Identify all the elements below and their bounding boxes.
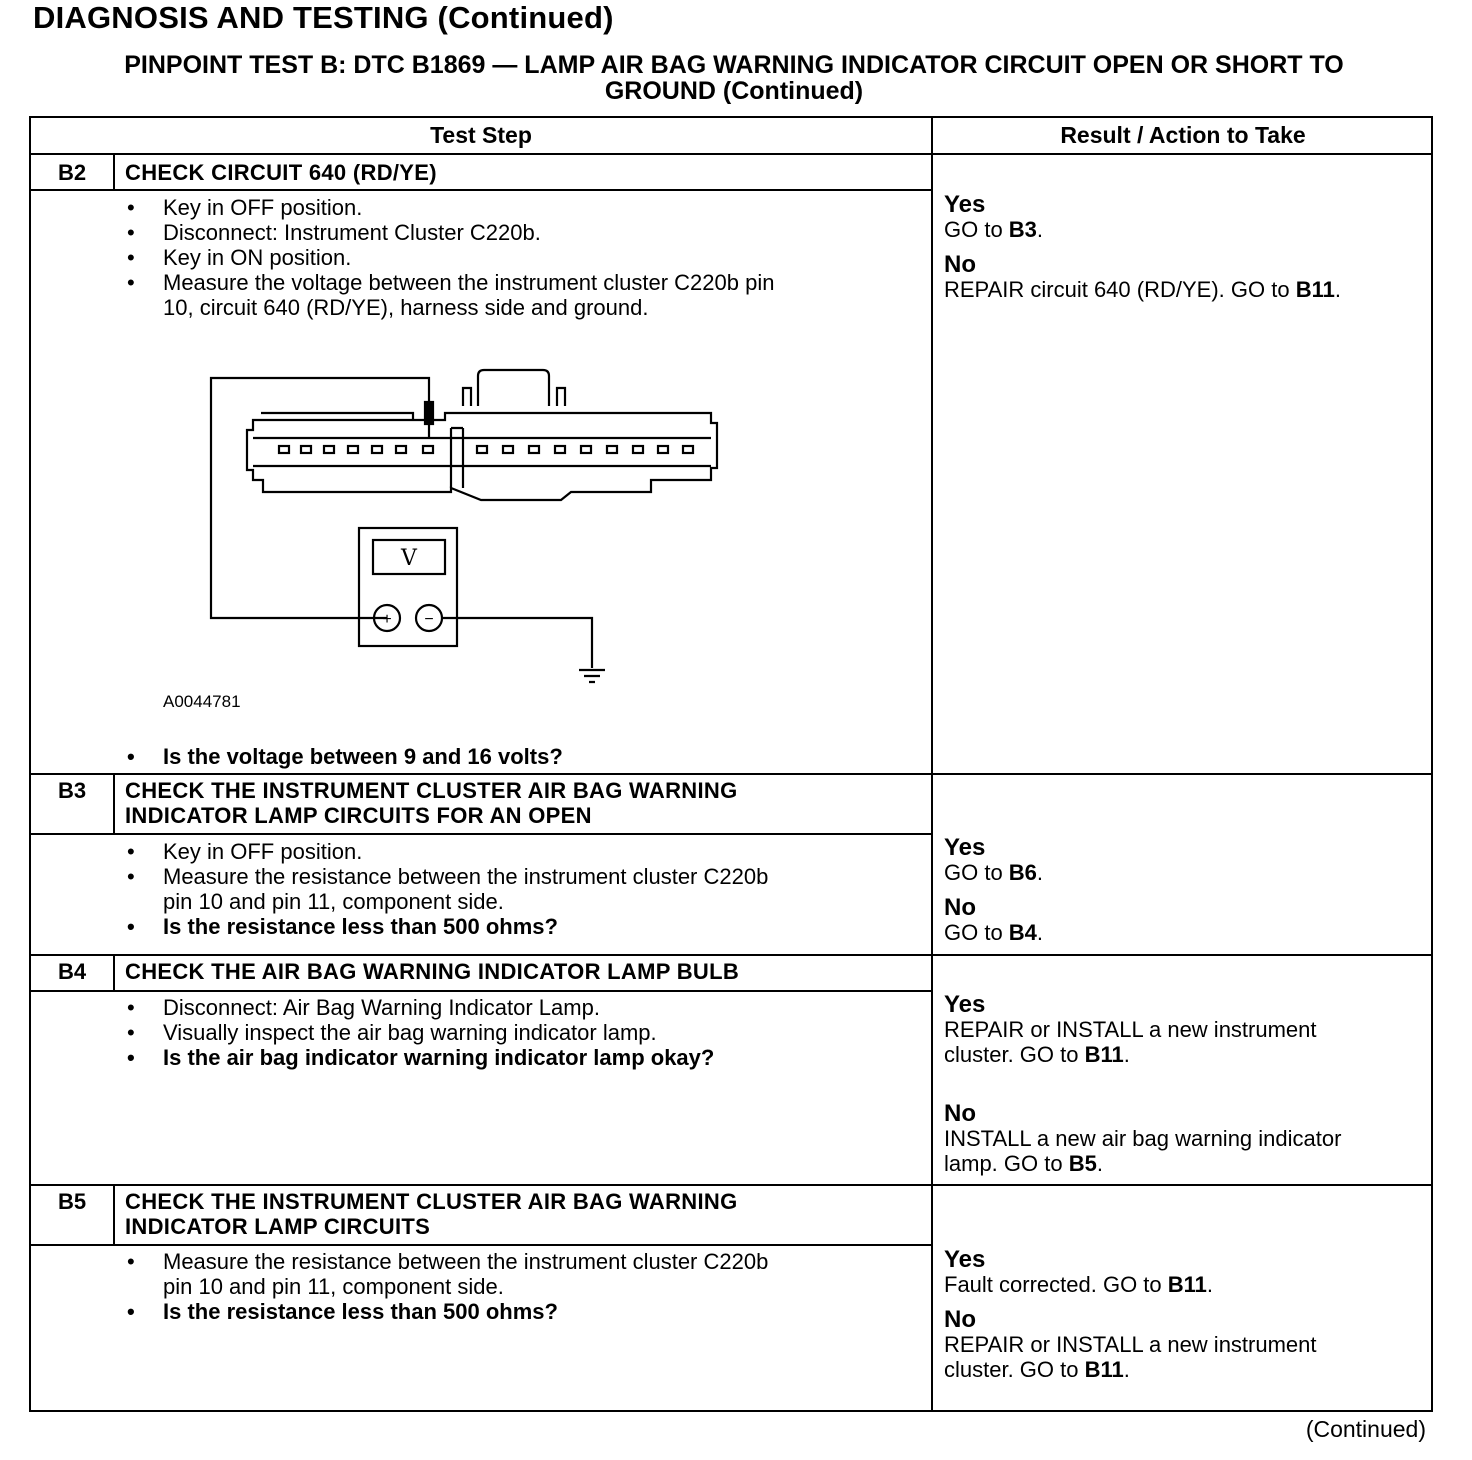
punctuation: . xyxy=(1036,217,1044,242)
instruction-item: • Visually inspect the air bag warning indicator lamp. xyxy=(127,1020,714,1045)
header-test-step: Test Step xyxy=(430,122,532,148)
action-text: cluster. GO to xyxy=(944,1357,1085,1382)
result-no-action xyxy=(944,1126,1341,1176)
connector-housing xyxy=(247,413,717,500)
step-title-divider xyxy=(31,990,931,992)
result-yes-action xyxy=(944,217,1341,242)
step-reference: B6 xyxy=(1008,860,1037,885)
header-result-action: Result / Action to Take xyxy=(1060,122,1306,148)
test-title-line-2: GROUND (Continued) xyxy=(604,77,864,105)
question-item: • Is the air bag indicator warning indicator lamp okay? xyxy=(127,1045,714,1070)
connector-pins-left xyxy=(279,446,433,453)
action-text: GO to xyxy=(944,920,1009,945)
result-b5 xyxy=(944,1247,1317,1382)
title-line: CHECK THE INSTRUMENT CLUSTER AIR BAG WARNING xyxy=(125,778,738,803)
instruction-text: pin 10 and pin 11, component side. xyxy=(163,1274,504,1299)
result-no-action xyxy=(944,1332,1317,1382)
action-text: REPAIR or INSTALL a new instrument xyxy=(944,1017,1317,1042)
meter-plus-sign: + xyxy=(382,611,392,628)
question-item: • Is the resistance less than 500 ohms? xyxy=(127,1299,768,1324)
result-no-label: No xyxy=(944,1100,976,1127)
voltmeter-label: V xyxy=(401,546,417,571)
step-title-b3 xyxy=(125,778,738,828)
step-id-b4: B4 xyxy=(57,959,87,984)
header-divider xyxy=(31,153,1433,155)
instruction-item: • Disconnect: Instrument Cluster C220b. xyxy=(127,220,774,245)
ground-icon xyxy=(579,670,605,682)
step-divider xyxy=(31,773,1433,775)
punctuation: . xyxy=(1123,1357,1130,1382)
step-title-divider xyxy=(31,833,931,835)
id-column-divider xyxy=(113,773,115,833)
step-b5-instructions xyxy=(127,1249,768,1324)
step-reference: B11 xyxy=(1295,277,1335,302)
step-b2-question xyxy=(127,744,563,770)
step-b2-instructions xyxy=(127,195,774,320)
result-no-label: No xyxy=(944,251,976,278)
punctuation: . xyxy=(1206,1272,1214,1297)
result-b2 xyxy=(944,192,1341,302)
result-no-label: No xyxy=(944,1306,976,1333)
action-text: cluster. GO to xyxy=(944,1042,1085,1067)
result-b3 xyxy=(944,835,1043,945)
action-text: REPAIR circuit 640 (RD/YE). GO to xyxy=(944,277,1296,302)
punctuation: . xyxy=(1096,1151,1103,1176)
punctuation: . xyxy=(1123,1042,1130,1067)
title-line: INDICATOR LAMP CIRCUITS FOR AN OPEN xyxy=(125,803,592,828)
pinpoint-test-title xyxy=(30,52,1438,104)
ground-lead-wire xyxy=(442,618,592,668)
step-title-b5 xyxy=(125,1189,738,1239)
step-b4-instructions xyxy=(127,995,714,1070)
step-reference: B11 xyxy=(1084,1042,1124,1067)
connector-voltage-diagram xyxy=(181,358,741,698)
id-column-divider xyxy=(113,153,115,189)
step-reference: B3 xyxy=(1008,217,1037,242)
question-item: • Is the resistance less than 500 ohms? xyxy=(127,914,768,939)
result-yes-action xyxy=(944,1017,1341,1067)
result-yes-label: Yes xyxy=(944,991,986,1018)
pinpoint-test-table xyxy=(29,116,1433,1412)
instruction-item xyxy=(127,864,768,914)
step-reference: B11 xyxy=(1084,1357,1124,1382)
action-text: GO to xyxy=(944,217,1009,242)
step-id-b5: B5 xyxy=(57,1189,87,1214)
instruction-item xyxy=(127,1249,768,1299)
result-b4 xyxy=(944,992,1341,1176)
step-divider xyxy=(31,1184,1433,1186)
step-title-b4: CHECK THE AIR BAG WARNING INDICATOR LAMP BULB xyxy=(125,959,740,984)
id-column-divider xyxy=(113,954,115,990)
instruction-item: • Key in OFF position. xyxy=(127,839,768,864)
step-reference: B4 xyxy=(1008,920,1037,945)
step-b3-instructions xyxy=(127,839,768,939)
step-title-divider xyxy=(31,1244,931,1246)
action-text: GO to xyxy=(944,860,1009,885)
continued-footer: (Continued) xyxy=(1305,1416,1426,1442)
step-divider xyxy=(31,954,1433,956)
instruction-item: • Key in OFF position. xyxy=(127,195,774,220)
column-divider xyxy=(931,118,933,1412)
result-yes-action xyxy=(944,1272,1317,1297)
question-item: • Is the voltage between 9 and 16 volts? xyxy=(127,744,563,770)
result-yes-label: Yes xyxy=(944,191,986,218)
instruction-item: • Disconnect: Air Bag Warning Indicator Lamp. xyxy=(127,995,714,1020)
test-title-line-1: PINPOINT TEST B: DTC B1869 — LAMP AIR BAG WARNING INDICATOR CIRCUIT OPEN OR SHORT TO xyxy=(124,51,1344,79)
result-no-label: No xyxy=(944,894,976,921)
result-no-action xyxy=(944,277,1341,302)
instruction-text: 10, circuit 640 (RD/YE), harness side and ground. xyxy=(163,295,649,320)
result-yes-label: Yes xyxy=(944,834,986,861)
step-reference: B5 xyxy=(1068,1151,1097,1176)
action-text: REPAIR or INSTALL a new instrument xyxy=(944,1332,1317,1357)
action-text: INSTALL a new air bag warning indicator xyxy=(944,1126,1342,1151)
punctuation: . xyxy=(1334,277,1341,302)
instruction-text: pin 10 and pin 11, component side. xyxy=(163,889,504,914)
page-heading: DIAGNOSIS AND TESTING (Continued) xyxy=(33,0,614,35)
action-text: lamp. GO to xyxy=(944,1151,1069,1176)
result-yes-label: Yes xyxy=(944,1246,986,1273)
result-no-action xyxy=(944,920,1043,945)
figure-id: A0044781 xyxy=(163,692,241,711)
connector-pins-right xyxy=(477,446,693,453)
instruction-text: Measure the voltage between the instrument cluster C220b pin xyxy=(163,270,775,295)
punctuation: . xyxy=(1036,860,1044,885)
connector-latch xyxy=(463,370,565,406)
action-text: Fault corrected. GO to xyxy=(944,1272,1168,1297)
meter-minus-sign: − xyxy=(424,611,434,628)
id-column-divider xyxy=(113,1184,115,1244)
instruction-text: Measure the resistance between the instrument cluster C220b xyxy=(163,864,769,889)
instruction-item xyxy=(127,270,774,320)
title-line: CHECK THE INSTRUMENT CLUSTER AIR BAG WARNING xyxy=(125,1189,738,1214)
step-id-b2: B2 xyxy=(57,160,87,185)
instruction-text: Measure the resistance between the instrument cluster C220b xyxy=(163,1249,769,1274)
instruction-item: • Key in ON position. xyxy=(127,245,774,270)
step-id-b3: B3 xyxy=(57,778,87,803)
step-title-b2: CHECK CIRCUIT 640 (RD/YE) xyxy=(125,160,437,185)
result-yes-action xyxy=(944,860,1043,885)
title-line: INDICATOR LAMP CIRCUITS xyxy=(125,1214,431,1239)
punctuation: . xyxy=(1036,920,1044,945)
step-reference: B11 xyxy=(1167,1272,1207,1297)
step-title-divider xyxy=(31,189,931,191)
